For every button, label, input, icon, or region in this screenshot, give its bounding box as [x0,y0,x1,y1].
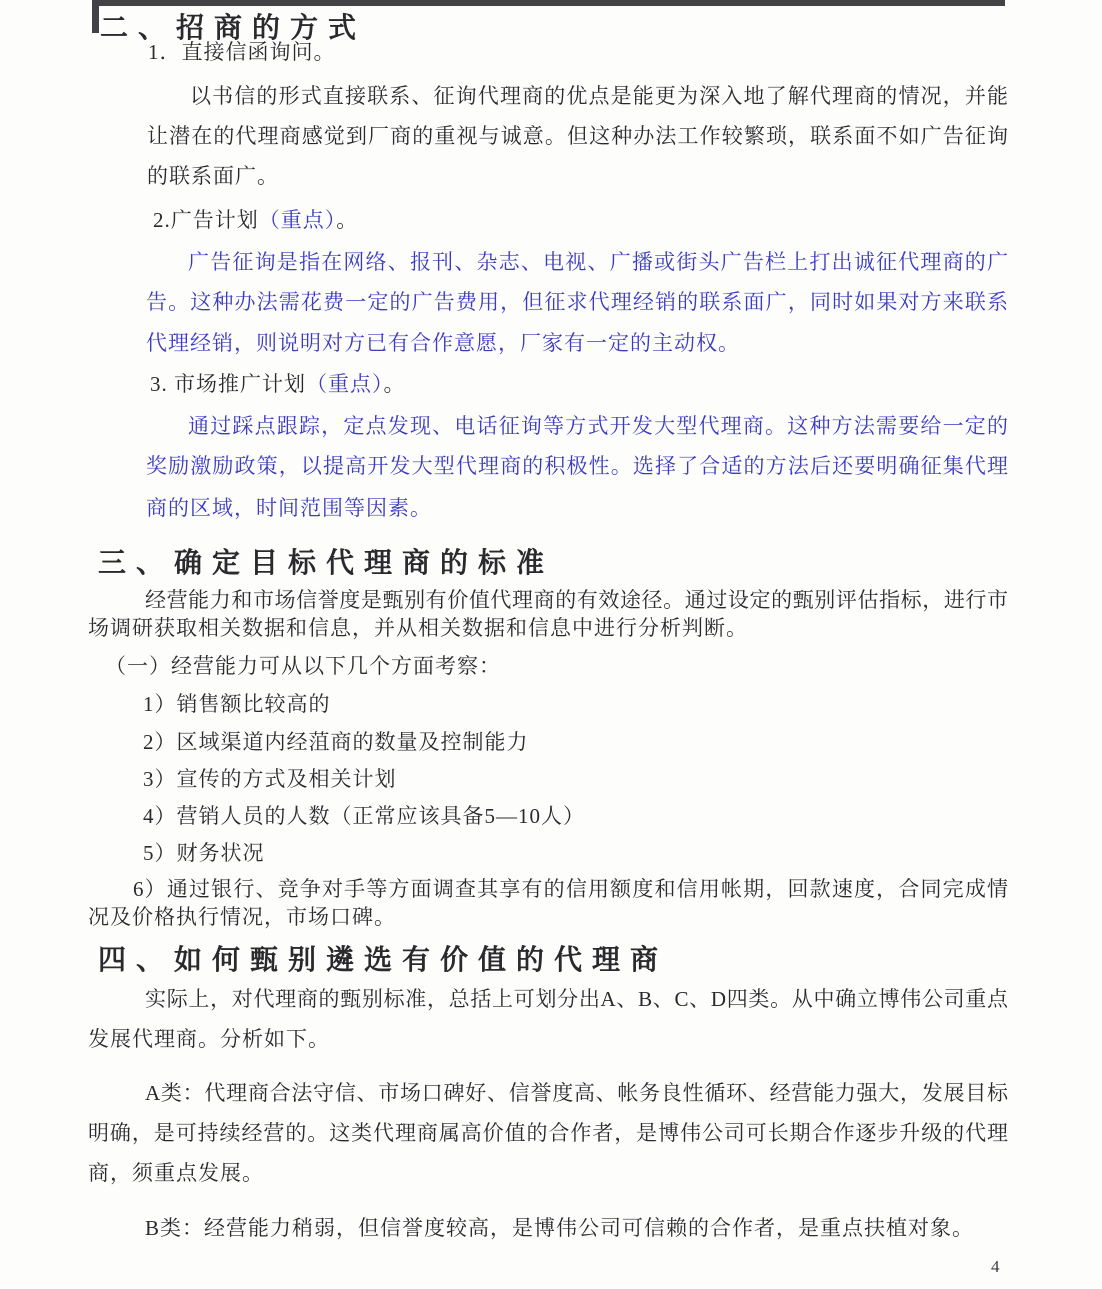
para-line-blue: 告。这种办法需花费一定的广告费用，但征求代理经销的联系面广，同时如果对方来联系 [146,290,1008,314]
para-line: 的联系面广。 [147,164,279,188]
list-item: 2）区域渠道内经菹商的数量及控制能力 [143,730,529,754]
para-line: 实际上，对代理商的甄别标准，总括上可划分出A、B、C、D四类。从中确立博伟公司重点 [145,987,1008,1011]
method-item-1-label: 1．直接信函询问。 [148,40,336,64]
para-line: 让潜在的代理商感觉到厂商的重视与诚意。但这种办法工作较繁琐，联系面不如广告征询 [147,124,1008,148]
class-a-line: 明确，是可持续经营的。这类代理商属高价值的合作者，是博伟公司可长期合作逐步升级的代理 [88,1121,1008,1145]
para-line-blue: 奖励激励政策，以提高开发大型代理商的积极性。选择了合适的方法后还要明确征集代理 [146,454,1008,478]
method-item-3-label [150,372,406,396]
method-item-2-label [153,208,358,232]
class-a-line: A类：代理商合法守信、市场口碑好、信誉度高、帐务良性循环、经营能力强大，发展目标 [145,1081,1008,1105]
subheading-1: （一）经营能力可从以下几个方面考察： [105,654,501,678]
class-b-line: B类：经营能力稍弱，但信誉度较高，是博伟公司可信赖的合作者，是重点扶植对象。 [145,1216,975,1240]
section-heading-4: 四、如何甄别遴选有价值的代理商 [98,945,669,976]
method-2-suffix: 。 [336,208,359,232]
list-item: 1）销售额比较高的 [143,692,331,716]
method-3-emphasis: （重点） [306,372,384,396]
page-number: 4 [991,1257,1000,1276]
para-line-blue: 通过踩点跟踪，定点发现、电话征询等方式开发大型代理商。这种方法需要给一定的 [188,414,1008,438]
para-line-blue: 广告征询是指在网络、报刊、杂志、电视、广播或街头广告栏上打出诚征代理商的广 [188,250,1008,274]
method-2-prefix: 2.广告计划 [153,208,259,232]
section-heading-3: 三、确定目标代理商的标准 [98,548,555,579]
section-heading-2: 二、招商的方式 [100,13,367,44]
para-line-blue: 商的区域，时间范围等因素。 [146,496,432,520]
list-item-6-line: 况及价格执行情况，市场口碑。 [88,905,396,929]
para-line: 场调研获取相关数据和信息，并从相关数据和信息中进行分析判断。 [88,616,748,640]
para-line: 发展代理商。分析如下。 [88,1027,330,1051]
scan-border-left-corner [92,0,99,33]
list-item: 5）财务状况 [143,841,265,865]
list-item: 3）宣传的方式及相关计划 [143,767,397,791]
para-line: 经营能力和市场信誉度是甄别有价值代理商的有效途径。通过设定的甄别评估指标，进行市 [145,588,1008,612]
method-3-prefix: 3. 市场推广计划 [150,372,306,396]
para-line: 以书信的形式直接联系、征询代理商的优点是能更为深入地了解代理商的情况，并能 [190,84,1008,108]
method-2-emphasis: （重点） [258,208,337,232]
list-item: 4）营销人员的人数（正常应该具备5—10人） [143,804,585,828]
para-line-blue: 代理经销，则说明对方已有合作意愿，厂家有一定的主动权。 [146,331,740,355]
method-3-suffix: 。 [383,372,406,396]
list-item-6-line: 6）通过银行、竞争对手等方面调查其享有的信用额度和信用帐期，回款速度，合同完成情 [133,877,1008,901]
class-a-line: 商，须重点发展。 [88,1161,264,1185]
